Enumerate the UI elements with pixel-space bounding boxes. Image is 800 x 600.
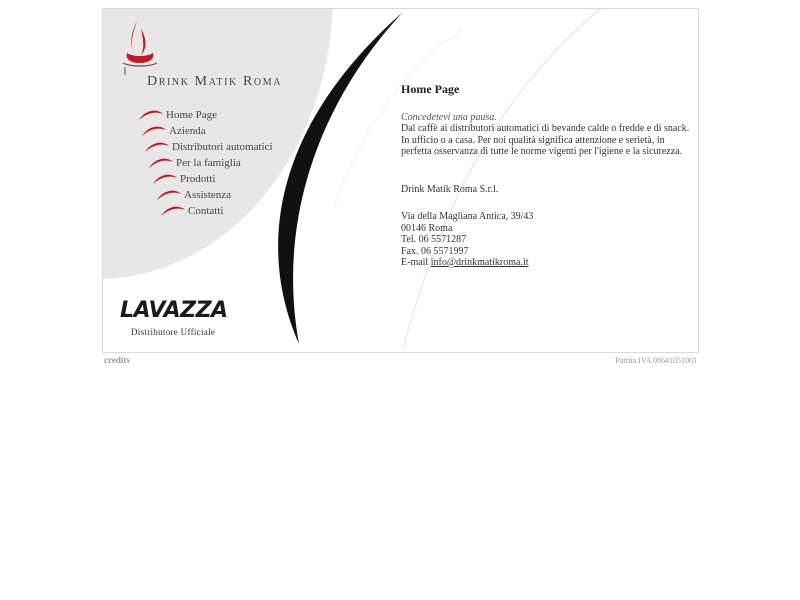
nav-label: Assistenza <box>184 189 232 201</box>
vat-number: Partita IVA 08641051001 <box>615 356 697 365</box>
intro-paragraph: Dal caffè ai distributori automatici di bevande calde o fredde e di snack. In ufficio o a casa. Per noi qualità significa attenzione e serietà, in perfetta osservanza di tutte le norme vigenti per l'igiene e la sicurezza. <box>401 123 690 157</box>
email-link[interactable]: info@drinkmatikroma.it <box>430 257 529 268</box>
swoosh-bullet-icon <box>137 108 165 122</box>
nav-label: Prodotti <box>180 173 216 185</box>
credits-link[interactable]: credits <box>104 355 130 365</box>
brand-logo[interactable] <box>121 19 321 87</box>
contact-block <box>401 211 693 269</box>
page-title: Home Page <box>401 82 460 96</box>
nav-label: Distributori automatici <box>172 141 273 153</box>
address-city: 00146 Roma <box>401 222 453 234</box>
partner-caption: Distributore Ufficiale <box>131 327 216 337</box>
swoosh-bullet-icon <box>140 124 168 138</box>
phone-number: Tel. 06 5571287 <box>401 234 467 245</box>
main-content <box>401 84 693 269</box>
tagline: Concedetevi una pausa. <box>401 111 497 123</box>
nav-label: Azienda <box>169 125 206 137</box>
nav-label: Contatti <box>188 205 224 217</box>
lavazza-logo[interactable]: LAVAZZA <box>120 298 228 323</box>
email-row <box>401 257 693 269</box>
swoosh-bullet-icon <box>143 140 171 154</box>
company-name: Drink Matik Roma S.r.l. <box>401 183 499 195</box>
nav-label: Home Page <box>166 109 218 121</box>
swoosh-bullet-icon <box>155 188 183 202</box>
swoosh-bullet-icon <box>147 156 175 170</box>
swoosh-bullet-icon <box>151 172 179 186</box>
fax-number: Fax. 06 5571997 <box>401 245 469 257</box>
email-label: E-mail <box>401 257 429 268</box>
swoosh-bullet-icon <box>159 204 187 218</box>
coffee-cup-steam-icon <box>121 19 159 79</box>
brand-name: Drink Matik Roma <box>147 74 283 89</box>
address-street: Via della Magliana Antica, 39/43 <box>401 211 534 222</box>
nav-label: Per la famiglia <box>176 157 241 169</box>
